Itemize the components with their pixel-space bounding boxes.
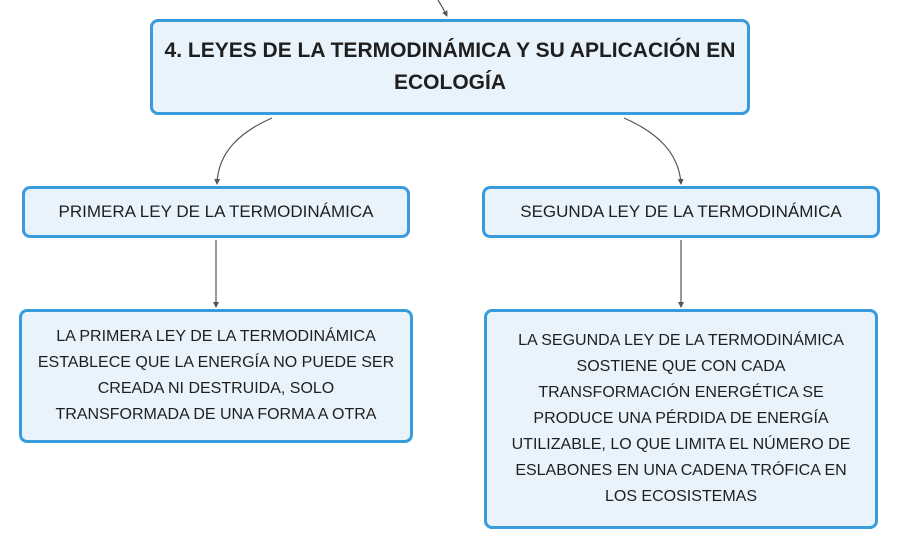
incoming-connector [438, 0, 447, 16]
connector-main-to-second-law [624, 118, 681, 184]
second-law-label: SEGUNDA LEY DE LA TERMODINÁMICA [520, 202, 842, 221]
first-law-node[interactable] [22, 186, 410, 238]
first-law-detail-text: LA PRIMERA LEY DE LA TERMODINÁMICA ESTABLECE QUE LA ENERGÍA NO PUEDE SER CREADA NI DESTRUIDA, SOLO TRANSFORMADA DE UNA FORMA A OTRA [37, 328, 395, 423]
first-law-detail-node[interactable] [19, 309, 413, 443]
connector-main-to-first-law [217, 118, 272, 184]
first-law-label: PRIMERA LEY DE LA TERMODINÁMICA [58, 202, 374, 221]
second-law-node[interactable] [482, 186, 880, 238]
main-topic-label: 4. LEYES DE LA TERMODINÁMICA Y SU APLICACIÓN EN ECOLOGÍA [164, 39, 736, 94]
second-law-detail-text: LA SEGUNDA LEY DE LA TERMODINÁMICA SOSTIENE QUE CON CADA TRANSFORMACIÓN ENERGÉTICA SE PRODUCE UNA PÉRDIDA DE ENERGÍA UTILIZABLE, LO QUE LIMITA EL NÚMERO DE ESLABONES EN UNA CADENA TRÓFICA EN LOS ECOSISTEMAS [511, 332, 851, 505]
main-topic-node[interactable] [150, 19, 750, 115]
second-law-detail-node[interactable] [484, 309, 878, 529]
